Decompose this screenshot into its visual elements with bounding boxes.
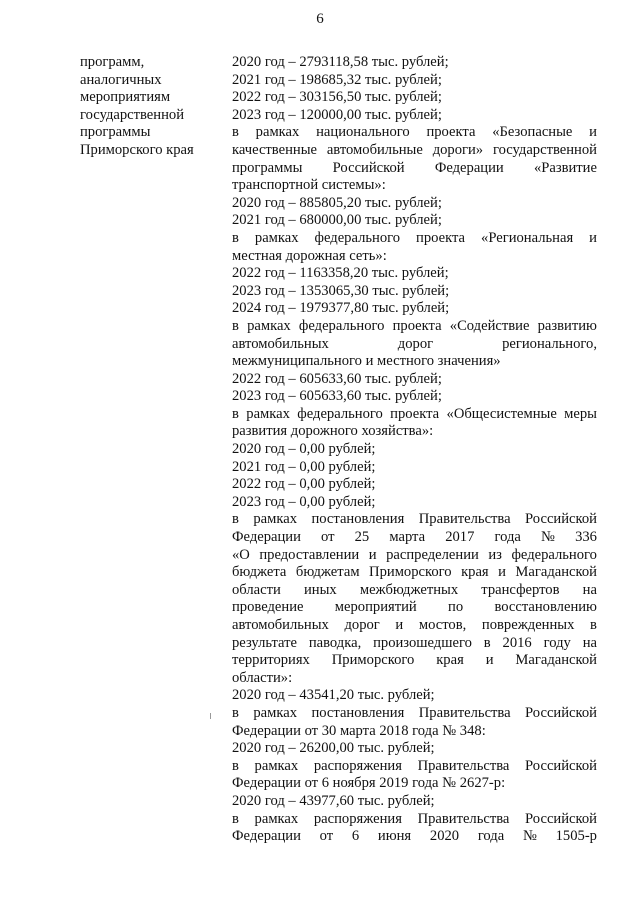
- text-line: территориях Приморского края и Магаданской: [232, 652, 597, 669]
- text-line: 2024 год – 1979377,80 тыс. рублей;: [232, 300, 450, 317]
- text-line: в рамках постановления Правительства Российской: [232, 704, 597, 721]
- text-line: в рамках федерального проекта «Содействие развитию: [232, 317, 597, 334]
- text-line: Федерации от 6 июня 2020 года № 1505-р: [232, 828, 597, 845]
- text-line: 2020 год – 43977,60 тыс. рублей;: [232, 792, 435, 809]
- text-line: Федерации от 6 ноября 2019 года № 2627-р:: [232, 775, 506, 792]
- text-line: в рамках федерального проекта «Общесистемные меры: [232, 405, 597, 422]
- left-column-line: аналогичных: [80, 71, 162, 88]
- text-line: автомобильных дорог и мостов, поврежденных в: [232, 617, 597, 633]
- text-line: в рамках национального проекта «Безопасные и: [232, 124, 597, 141]
- text-line: качественные автомобильные дороги» государственной: [232, 141, 597, 158]
- text-line: автомобильных дорог регионального,: [232, 335, 597, 352]
- text-line: 2020 год – 2793118,58 тыс. рублей;: [232, 54, 449, 70]
- left-column-label: [80, 54, 220, 160]
- left-column-line: программ,: [80, 54, 145, 70]
- text-line: 2022 год – 1163358,20 тыс. рублей;: [232, 265, 449, 282]
- left-column-line: Приморского края: [80, 141, 194, 158]
- text-line: в рамках федерального проекта «Региональная и: [232, 229, 597, 246]
- text-line: 2020 год – 26200,00 тыс. рублей;: [232, 740, 435, 757]
- text-line: 2021 год – 0,00 рублей;: [232, 458, 376, 475]
- text-line: в рамках распоряжения Правительства Российской: [232, 757, 597, 774]
- text-line: 2023 год – 120000,00 тыс. рублей;: [232, 106, 442, 123]
- margin-mark: [210, 713, 211, 719]
- text-line: 2022 год – 0,00 рублей;: [232, 476, 376, 493]
- text-line: 2020 год – 885805,20 тыс. рублей;: [232, 194, 442, 211]
- text-line: межмуниципального и местного значения»: [232, 353, 501, 370]
- text-line: 2023 год – 605633,60 тыс. рублей;: [232, 388, 442, 405]
- left-column-line: программы: [80, 124, 151, 141]
- text-line: результате паводка, произошедшего в 2016 году на: [232, 634, 597, 651]
- left-column-line: мероприятиям: [80, 89, 171, 106]
- text-line: транспортной системы»:: [232, 177, 386, 194]
- page-number: 6: [316, 11, 324, 27]
- text-line: местная дорожная сеть»:: [232, 247, 387, 264]
- text-line: области»:: [232, 669, 293, 686]
- text-line: Федерации от 25 марта 2017 года № 336: [232, 529, 597, 546]
- text-line: области иных межбюджетных трансфертов на: [232, 581, 597, 598]
- text-line: 2020 год – 43541,20 тыс. рублей;: [232, 687, 435, 704]
- text-line: бюджета бюджетам Приморского края и Магаданской: [232, 564, 597, 581]
- text-line: программы Российской Федерации «Развитие: [232, 159, 597, 176]
- text-line: в рамках постановления Правительства Российской: [232, 511, 597, 528]
- text-line: развития дорожного хозяйства»:: [232, 423, 434, 440]
- text-line: 2021 год – 680000,00 тыс. рублей;: [232, 212, 442, 229]
- text-line: 2023 год – 0,00 рублей;: [232, 493, 376, 510]
- text-line: «О предоставлении и распределении из федерального: [232, 546, 597, 563]
- text-line: 2023 год – 1353065,30 тыс. рублей;: [232, 282, 450, 299]
- text-line: 2020 год – 0,00 рублей;: [232, 441, 376, 458]
- text-line: 2021 год – 198685,32 тыс. рублей;: [232, 71, 442, 88]
- text-line: проведение мероприятий по восстановлению: [232, 599, 597, 616]
- text-line: Федерации от 30 марта 2018 года № 348:: [232, 722, 486, 739]
- text-line: 2022 год – 303156,50 тыс. рублей;: [232, 89, 442, 106]
- text-line: 2022 год – 605633,60 тыс. рублей;: [232, 370, 442, 387]
- left-column-line: государственной: [80, 106, 185, 123]
- text-line: в рамках распоряжения Правительства Российской: [232, 810, 597, 827]
- right-column-text: [232, 54, 597, 846]
